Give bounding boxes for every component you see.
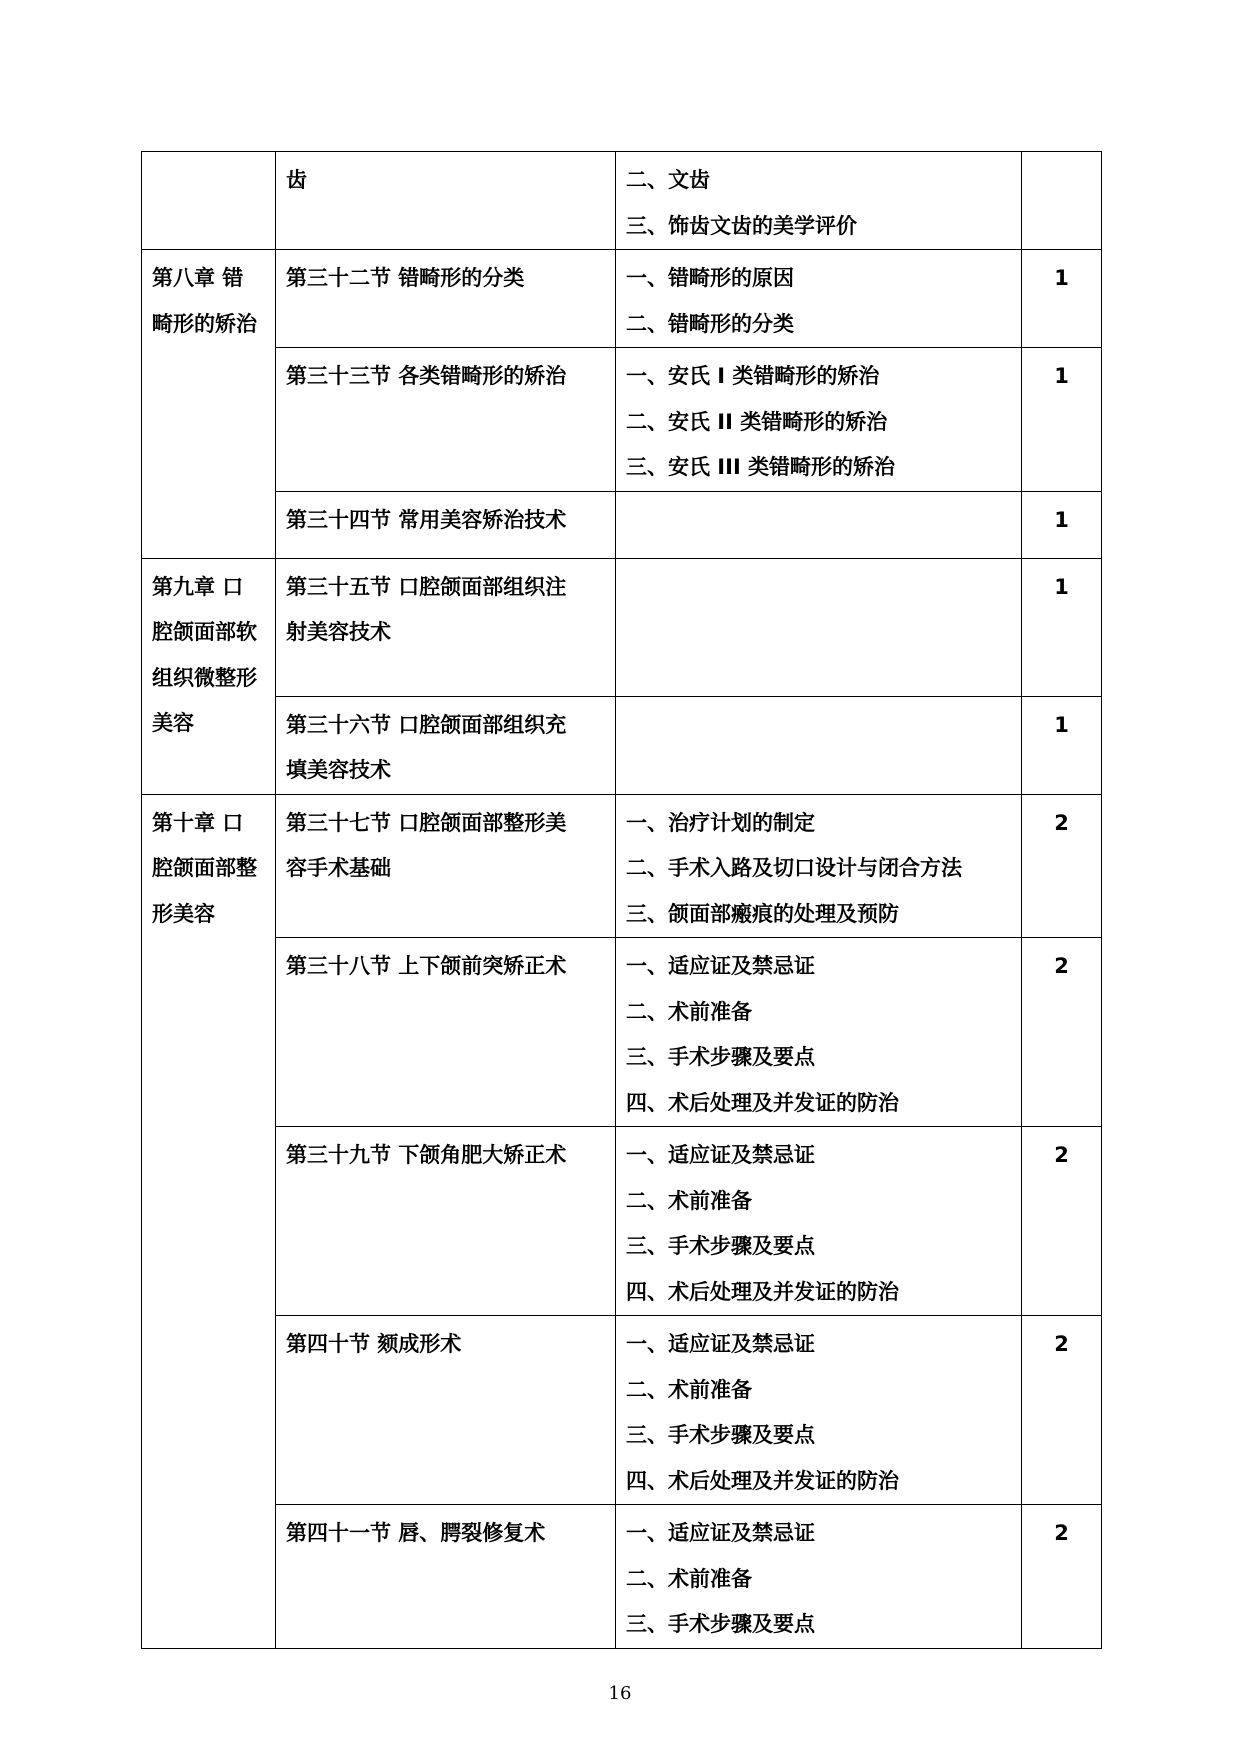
chapter-cell [142,250,276,559]
section-cell [276,558,616,696]
topics-cell [616,938,1022,1127]
chapter-title-line: 第十章 口 [152,810,244,835]
hours-cell: 1 [1022,250,1102,348]
hours-cell: 2 [1022,938,1102,1127]
syllabus-table [141,151,1102,1649]
topic-item: 一、适应证及禁忌证 [626,954,815,978]
chapter-cell [142,152,276,250]
chapter-title-line: 第八章 错 [152,266,244,290]
table-row [142,491,1102,558]
topic-item: 二、术前准备 [626,1188,752,1213]
table-row [142,938,1102,1127]
section-title-line: 第三十八节 上下颌前突矫正术 [286,954,567,978]
page-number: 16 [608,1683,632,1704]
section-cell [276,152,616,250]
hours-cell: 1 [1022,348,1102,492]
section-title-line: 第四十节 颏成形术 [286,1332,462,1356]
topics-cell [616,1316,1022,1505]
section-title-line: 填美容技术 [286,758,391,782]
section-cell [276,250,616,348]
section-title-line: 容手术基础 [286,856,391,880]
chapter-title-line: 畸形的矫治 [152,311,257,336]
section-title-line: 齿 [286,168,307,192]
topic-item: 一、适应证及禁忌证 [626,1521,815,1545]
table-row [142,152,1102,250]
topics-cell [616,152,1022,250]
topic-item: 三、颌面部瘢痕的处理及预防 [626,901,899,926]
topic-item: 二、错畸形的分类 [626,311,794,336]
topic-item: 三、饰齿文齿的美学评价 [626,213,857,238]
topic-item: 二、术前准备 [626,1566,752,1591]
hours-cell: 1 [1022,491,1102,558]
table-row [142,250,1102,348]
hours-cell: 2 [1022,794,1102,938]
chapter-cell [142,794,276,1648]
topic-item: 四、术后处理及并发证的防治 [626,1090,899,1115]
topic-item: 三、手术步骤及要点 [626,1612,815,1636]
section-cell [276,696,616,794]
section-cell [276,1316,616,1505]
section-cell [276,1505,616,1649]
topic-item: 三、手术步骤及要点 [626,1045,815,1069]
topic-item: 三、手术步骤及要点 [626,1423,815,1447]
chapter-title-line: 组织微整形 [152,665,257,690]
topic-item: 二、文齿 [626,168,710,192]
chapter-title-line: 第九章 口 [152,574,244,599]
table-row [142,1505,1102,1649]
section-title-line: 第三十三节 各类错畸形的矫治 [286,364,567,388]
hours-cell: 1 [1022,558,1102,696]
section-title-line: 第三十九节 下颌角肥大矫正术 [286,1143,567,1167]
topic-item: 三、安氏 III 类错畸形的矫治 [626,455,896,479]
topics-cell [616,1505,1022,1649]
section-title-line: 第三十五节 口腔颌面部组织注 [286,574,567,599]
topics-cell [616,250,1022,348]
section-cell [276,938,616,1127]
topic-item: 二、手术入路及切口设计与闭合方法 [626,856,962,880]
chapter-title-line: 腔颌面部软 [152,620,257,644]
section-cell [276,794,616,938]
chapter-title-line: 腔颌面部整 [152,856,257,880]
section-title-line: 第四十一节 唇、腭裂修复术 [286,1521,546,1545]
hours-cell: 2 [1022,1127,1102,1316]
hours-cell: 2 [1022,1316,1102,1505]
hours-cell [1022,152,1102,250]
section-title-line: 射美容技术 [286,620,391,644]
table-row [142,558,1102,696]
topic-item: 四、术后处理及并发证的防治 [626,1279,899,1304]
section-cell [276,1127,616,1316]
topics-cell [616,558,1022,696]
table-row [142,696,1102,794]
table-row [142,794,1102,938]
table-row [142,348,1102,492]
table-row [142,1316,1102,1505]
hours-cell: 1 [1022,696,1102,794]
section-cell [276,348,616,492]
section-cell [276,491,616,558]
topic-item: 二、术前准备 [626,999,752,1024]
topic-item: 一、治疗计划的制定 [626,810,815,835]
hours-cell: 2 [1022,1505,1102,1649]
section-title-line: 第三十二节 错畸形的分类 [286,266,525,290]
topics-cell [616,491,1022,558]
topic-item: 一、适应证及禁忌证 [626,1143,815,1167]
topics-cell [616,794,1022,938]
section-title-line: 第三十六节 口腔颌面部组织充 [286,712,567,737]
topic-item: 一、安氏 I 类错畸形的矫治 [626,364,880,388]
topic-item: 二、安氏 II 类错畸形的矫治 [626,409,888,434]
topic-item: 三、手术步骤及要点 [626,1234,815,1258]
topic-item: 二、术前准备 [626,1377,752,1402]
chapter-cell [142,558,276,794]
table-row [142,1127,1102,1316]
topic-item: 一、适应证及禁忌证 [626,1332,815,1356]
chapter-title-line: 美容 [152,711,194,735]
topics-cell [616,1127,1022,1316]
section-title-line: 第三十七节 口腔颌面部整形美 [286,810,567,835]
topics-cell [616,348,1022,492]
topics-cell [616,696,1022,794]
topic-item: 四、术后处理及并发证的防治 [626,1468,899,1493]
section-title-line: 第三十四节 常用美容矫治技术 [286,507,567,532]
chapter-title-line: 形美容 [152,901,215,926]
topic-item: 一、错畸形的原因 [626,266,794,290]
